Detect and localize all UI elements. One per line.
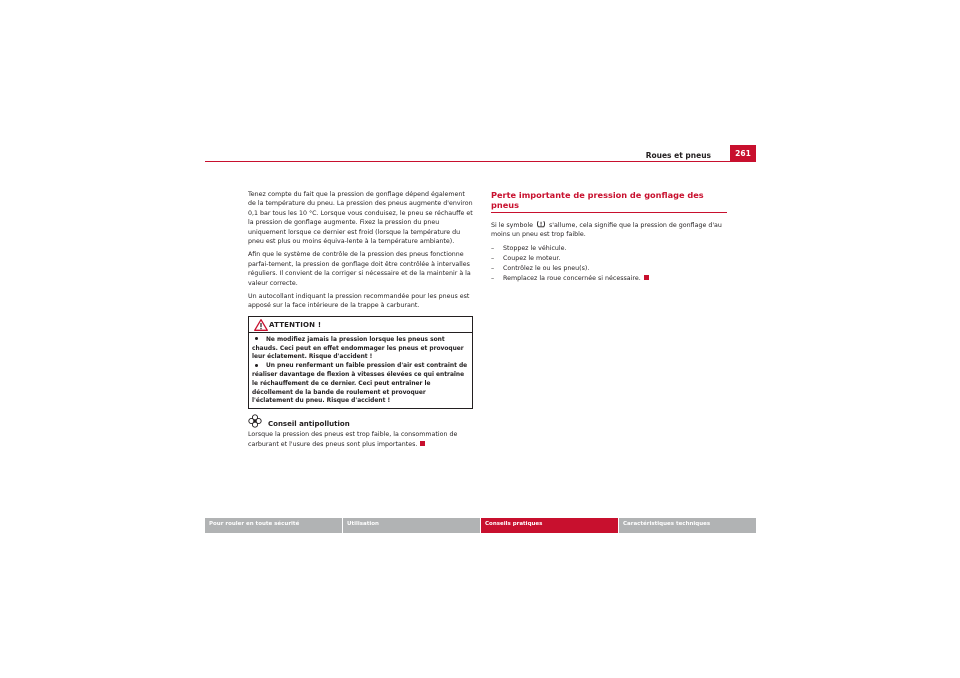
eco-header: [248, 414, 473, 430]
step-text: Contrôlez le ou les pneu(s).: [503, 264, 590, 272]
dash: –: [491, 254, 495, 262]
right-column: [491, 190, 727, 284]
attention-title: ATTENTION !: [269, 320, 322, 329]
attention-item-text: Un pneu renfermant un faible pression d'air est contraint de réaliser davantage de flexion à vitesses élevées ce qui entraîne le réchauffement de ce dernier. Ceci peut entraîner le décollement de la bande de roulement et provoquer l'éclatement du pneu. Risque d'accident !: [252, 363, 468, 405]
list-item: [491, 264, 727, 274]
attention-header: [249, 317, 472, 333]
step-text: Coupez le moteur.: [503, 254, 561, 262]
list-item: [491, 254, 727, 264]
tire-pressure-warning-icon: [536, 220, 546, 228]
bullet-icon: [255, 364, 258, 367]
attention-item: [252, 362, 469, 406]
attention-item-text: Ne modifiez jamais la pression lorsque les pneus sont chauds. Ceci peut en effet endommager les pneus et provoquer leur éclatement. Risque d'accident !: [252, 336, 464, 361]
eco-text: [248, 430, 473, 449]
list-item: [491, 274, 727, 284]
step-text: Stoppez le véhicule.: [503, 244, 567, 252]
tab-caracteristiques-techniques[interactable]: Caractéristiques techniques: [619, 518, 756, 533]
section-title: Perte importante de pression de gonflage des pneus: [491, 190, 704, 210]
eco-title: Conseil antipollution: [268, 420, 350, 429]
left-column: [248, 190, 473, 453]
intro-paragraph: [491, 220, 727, 240]
footer-nav: [205, 518, 756, 533]
section-end-icon: [644, 275, 649, 280]
tab-pour-rouler-en-toute-securite[interactable]: Pour rouler en toute sécurité: [205, 518, 342, 533]
dash: –: [491, 244, 495, 252]
section-divider: [491, 212, 727, 213]
intro-before: Si le symbole: [491, 221, 533, 229]
bullet-icon: [255, 337, 258, 340]
attention-body: [249, 333, 472, 408]
tab-utilisation[interactable]: Utilisation: [343, 518, 480, 533]
warning-triangle-icon: [254, 319, 268, 331]
step-text: Remplacez la roue concernée si nécessaire.: [503, 274, 641, 282]
attention-box: [248, 316, 473, 409]
step-list: [491, 244, 727, 284]
page-number: 261: [730, 145, 756, 161]
dash: –: [491, 274, 495, 282]
paragraph-control-system: Afin que le système de contrôle de la pression des pneus fonctionne parfai-tement, la pression de gonflage doit être contrôlée à intervalles réguliers. Il convient de la corriger si nécessaire et de la maintenir à la valeur correcte.: [248, 251, 471, 287]
dash: –: [491, 264, 495, 272]
tab-conseils-pratiques[interactable]: Conseils pratiques: [481, 518, 618, 533]
chapter-title: Roues et pneus: [645, 151, 711, 160]
header-divider: [205, 161, 756, 162]
eco-text-content: Lorsque la pression des pneus est trop faible, la consommation de carburant et l'usure des pneus sont plus importantes.: [248, 431, 458, 448]
intro-after: s'allume, cela signifie que la pression de gonflage d'au moins un pneu est trop faible.: [491, 221, 722, 239]
paragraph-temperature: Tenez compte du fait que la pression de gonflage dépend également de la température du pneu. La pression des pneus augmente d'environ 0,1 bar tous les 10 °C. Lorsque vous conduisez, le pneu se réchauffe et la pression de gonflage augmente. Fixez la pression du pneu uniquement lorsque ce dernier est froid (lorsque la température du pneu est plus ou moins équiva-lente à la température ambiante).: [248, 191, 473, 246]
eco-tip: [248, 414, 473, 449]
list-item: [491, 244, 727, 254]
paragraph-sticker: Un autocollant indiquant la pression recommandée pour les pneus est apposé sur la face intérieure de la trappe à carburant.: [248, 293, 470, 310]
page-header: [205, 145, 756, 163]
section-end-icon: [420, 441, 425, 446]
attention-item: [252, 336, 469, 362]
flower-icon: [248, 414, 262, 428]
